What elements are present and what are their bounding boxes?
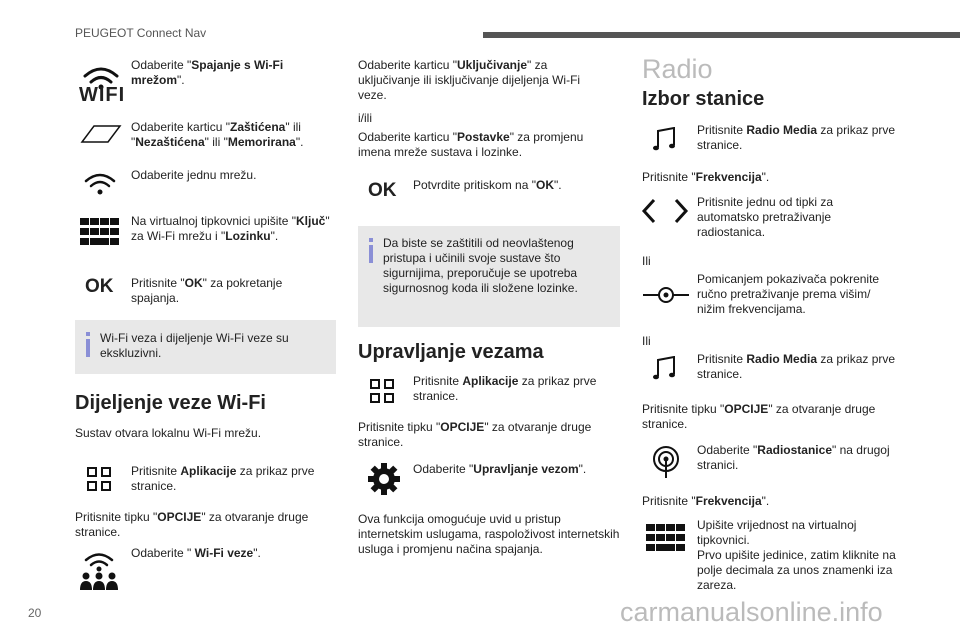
page-number: 20 — [28, 606, 42, 620]
wifi-icon — [83, 172, 117, 196]
radio-station-icon — [650, 445, 682, 479]
header-bar — [483, 32, 960, 38]
connections-description: Ova funkcija omogućuje uvid u pristup internetskim uslugama, raspoloživost internetskih usluga i promjenu načina spajanja. — [358, 512, 620, 556]
frequency-step: Pritisnite "Frekvencija". — [642, 170, 770, 184]
activation-step: Odaberite karticu "Uključivanje" za uključivanje ili isključivanje dijeljenja Wi-Fi veze. — [358, 58, 581, 102]
select-tab-step: Odaberite karticu "Zaštićena" ili "Nezaštićena" ili "Memorirana". — [131, 120, 304, 149]
radio-media-step: Pritisnite Radio Media za prikaz prve stranice. — [697, 123, 896, 152]
apps-grid-icon — [370, 379, 394, 403]
security-note — [358, 226, 620, 327]
section-title-radio: Radio — [642, 54, 713, 84]
header-title: PEUGEOT Connect Nav — [75, 26, 207, 40]
wifi-share-icon — [78, 550, 120, 592]
wifi-connect-step: Odaberite "Spajanje s Wi-Fi mrežom". — [131, 58, 284, 87]
or-text: Ili — [642, 254, 651, 268]
stations-step: Odaberite "Radiostanice" na drugoj stranici. — [697, 443, 890, 472]
select-network-step: Odaberite jednu mrežu. — [131, 168, 257, 182]
auto-search-step: Pritisnite jednu od tipki za automatsko pretraživanje radiostanica. — [697, 195, 834, 239]
options-step: Pritisnite tipku "OPCIJE" za otvaranje druge stranice. — [642, 402, 876, 431]
keyboard-icon — [80, 218, 120, 246]
section-heading-station: Izbor stanice — [642, 88, 765, 110]
seek-arrows-icon — [640, 198, 690, 224]
ok-icon: OK — [85, 276, 114, 297]
confirm-ok-step: Potvrdite pritiskom na "OK". — [413, 178, 562, 192]
options-step: Pritisnite tipku "OPCIJE" za otvaranje druge stranice. — [358, 420, 592, 449]
hotspot-intro: Sustav otvara lokalnu Wi-Fi mrežu. — [75, 426, 262, 440]
watermark: carmanualsonline.info — [620, 597, 883, 627]
press-ok-step: Pritisnite "OK" za pokretanje spajanja. — [131, 276, 283, 305]
info-note-text: Wi-Fi veza i dijeljenje Wi-Fi veze su ekskluzivni. — [100, 331, 289, 360]
tab-icon — [80, 122, 122, 146]
music-note-icon — [652, 356, 678, 382]
radio-media-step: Pritisnite Radio Media za prikaz prve stranice. — [697, 352, 896, 381]
apps-step: Pritisnite Aplikacije za prikaz prve stranice. — [131, 464, 315, 493]
enter-value-step: Upišite vrijednost na virtualnoj tipkovnici. Prvo upišite jedinice, zatim kliknite na polje decimala za unos znamenki iza zareza. — [697, 518, 896, 592]
settings-step: Odaberite karticu "Postavke" za promjenu imena mreže sustava i lozinke. — [358, 130, 584, 159]
apps-step: Pritisnite Aplikacije za prikaz prve stranice. — [413, 374, 597, 403]
keyboard-icon — [646, 524, 686, 552]
wifi-share-step: Odaberite " Wi-Fi veze". — [131, 546, 261, 560]
section-heading-connections: Upravljanje vezama — [358, 341, 544, 363]
info-icon — [369, 238, 373, 242]
apps-grid-icon — [87, 467, 111, 491]
manage-connection-step: Odaberite "Upravljanje vezom". — [413, 462, 587, 476]
security-note-text: Da biste se zaštitili od neovlaštenog pristupa i učinili svoje sustave što sigurnijima, preporučuje se upotreba sigurnosnog koda ili složene lozinke. — [383, 236, 578, 295]
info-note — [75, 320, 336, 374]
section-heading-hotspot: Dijeljenje veze Wi-Fi — [75, 392, 266, 414]
slider-icon — [643, 282, 689, 308]
info-icon — [86, 332, 90, 336]
enter-key-step: Na virtualnoj tipkovnici upišite "Ključ" za Wi-Fi mrežu i "Lozinku". — [131, 214, 330, 243]
ok-icon: OK — [368, 180, 397, 201]
options-step: Pritisnite tipku "OPCIJE" za otvaranje druge stranice. — [75, 510, 309, 539]
manual-search-step: Pomicanjem pokazivača pokrenite ručno pretraživanje prema višim/ nižim frekvencijama. — [697, 272, 880, 316]
or-text: Ili — [642, 334, 651, 348]
frequency-step: Pritisnite "Frekvencija". — [642, 494, 770, 508]
gear-icon — [367, 462, 401, 496]
wifi-text-icon: WIFI — [79, 64, 123, 106]
and-or-text: i/ili — [358, 111, 372, 125]
music-note-icon — [652, 127, 678, 153]
